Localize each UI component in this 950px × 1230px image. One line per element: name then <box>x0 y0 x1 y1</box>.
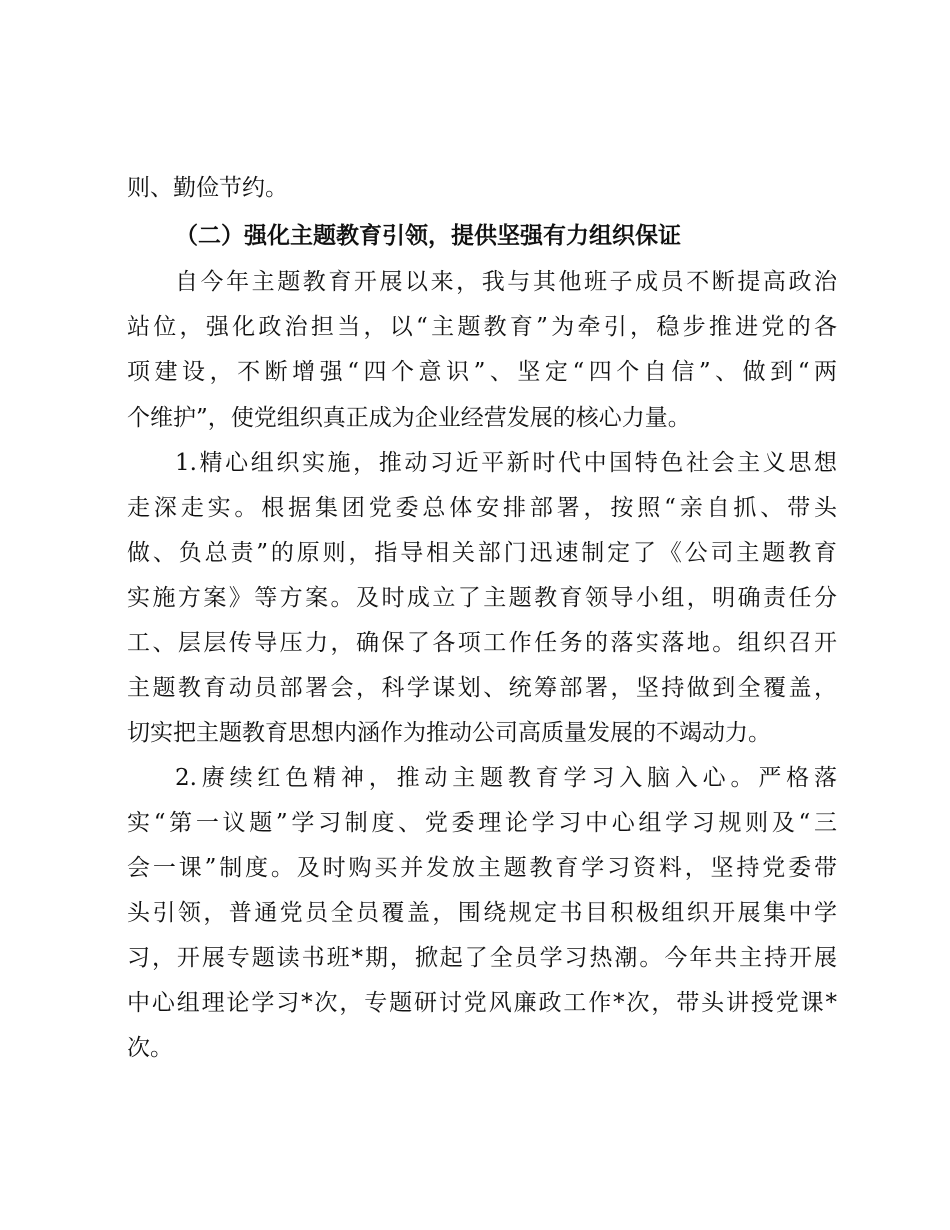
paragraph-line: 实施方案》等方案。及时成立了主题教育领导小组，明确责任分 <box>127 585 837 611</box>
paragraph-line: 1.精心组织实施，推动习近平新时代中国特色社会主义思想 <box>175 450 837 476</box>
paragraph-line: 做、负总责”的原则，指导相关部门迅速制定了《公司主题教育 <box>127 540 837 566</box>
paragraph-line: 个维护”，使党组织真正成为企业经营发展的核心力量。 <box>127 405 691 431</box>
paragraph-line: 自今年主题教育开展以来，我与其他班子成员不断提高政治 <box>175 269 837 295</box>
paragraph-line: 主题教育动员部署会，科学谋划、统筹部署，坚持做到全覆盖， <box>127 675 837 701</box>
paragraph-line: 切实把主题教育思想内涵作为推动公司高质量发展的不竭动力。 <box>127 720 771 746</box>
paragraph-line: 实“第一议题”学习制度、党委理论学习中心组学习规则及“三 <box>127 810 837 836</box>
paragraph-line: 次。 <box>127 1035 173 1061</box>
paragraph-line: 项建设，不断增强“四个意识”、坚定“四个自信”、做到“两 <box>127 359 837 385</box>
paragraph-line: 工、层层传导压力，确保了各项工作任务的落实落地。组织召开 <box>127 630 837 656</box>
paragraph-line: 中心组理论学习*次，专题研讨党风廉政工作*次，带头讲授党课* <box>127 990 837 1016</box>
paragraph-line: 2.赓续红色精神，推动主题教育学习入脑入心。严格落 <box>175 765 837 791</box>
paragraph-line: 头引领，普通党员全员覆盖，围绕规定书目积极组织开展集中学 <box>127 900 837 926</box>
paragraph-line: 站位，强化政治担当，以“主题教育”为牵引，稳步推进党的各 <box>127 314 837 340</box>
paragraph-line: 会一课”制度。及时购买并发放主题教育学习资料，坚持党委带 <box>127 855 837 881</box>
paragraph-end-line: 则、勤俭节约。 <box>127 175 288 201</box>
section-heading: （二）强化主题教育引领，提供坚强有力组织保证 <box>175 222 681 249</box>
paragraph-line: 走深走实。根据集团党委总体安排部署，按照“亲自抓、带头 <box>127 495 837 521</box>
paragraph-line: 习，开展专题读书班*期，掀起了全员学习热潮。今年共主持开展 <box>127 945 837 971</box>
